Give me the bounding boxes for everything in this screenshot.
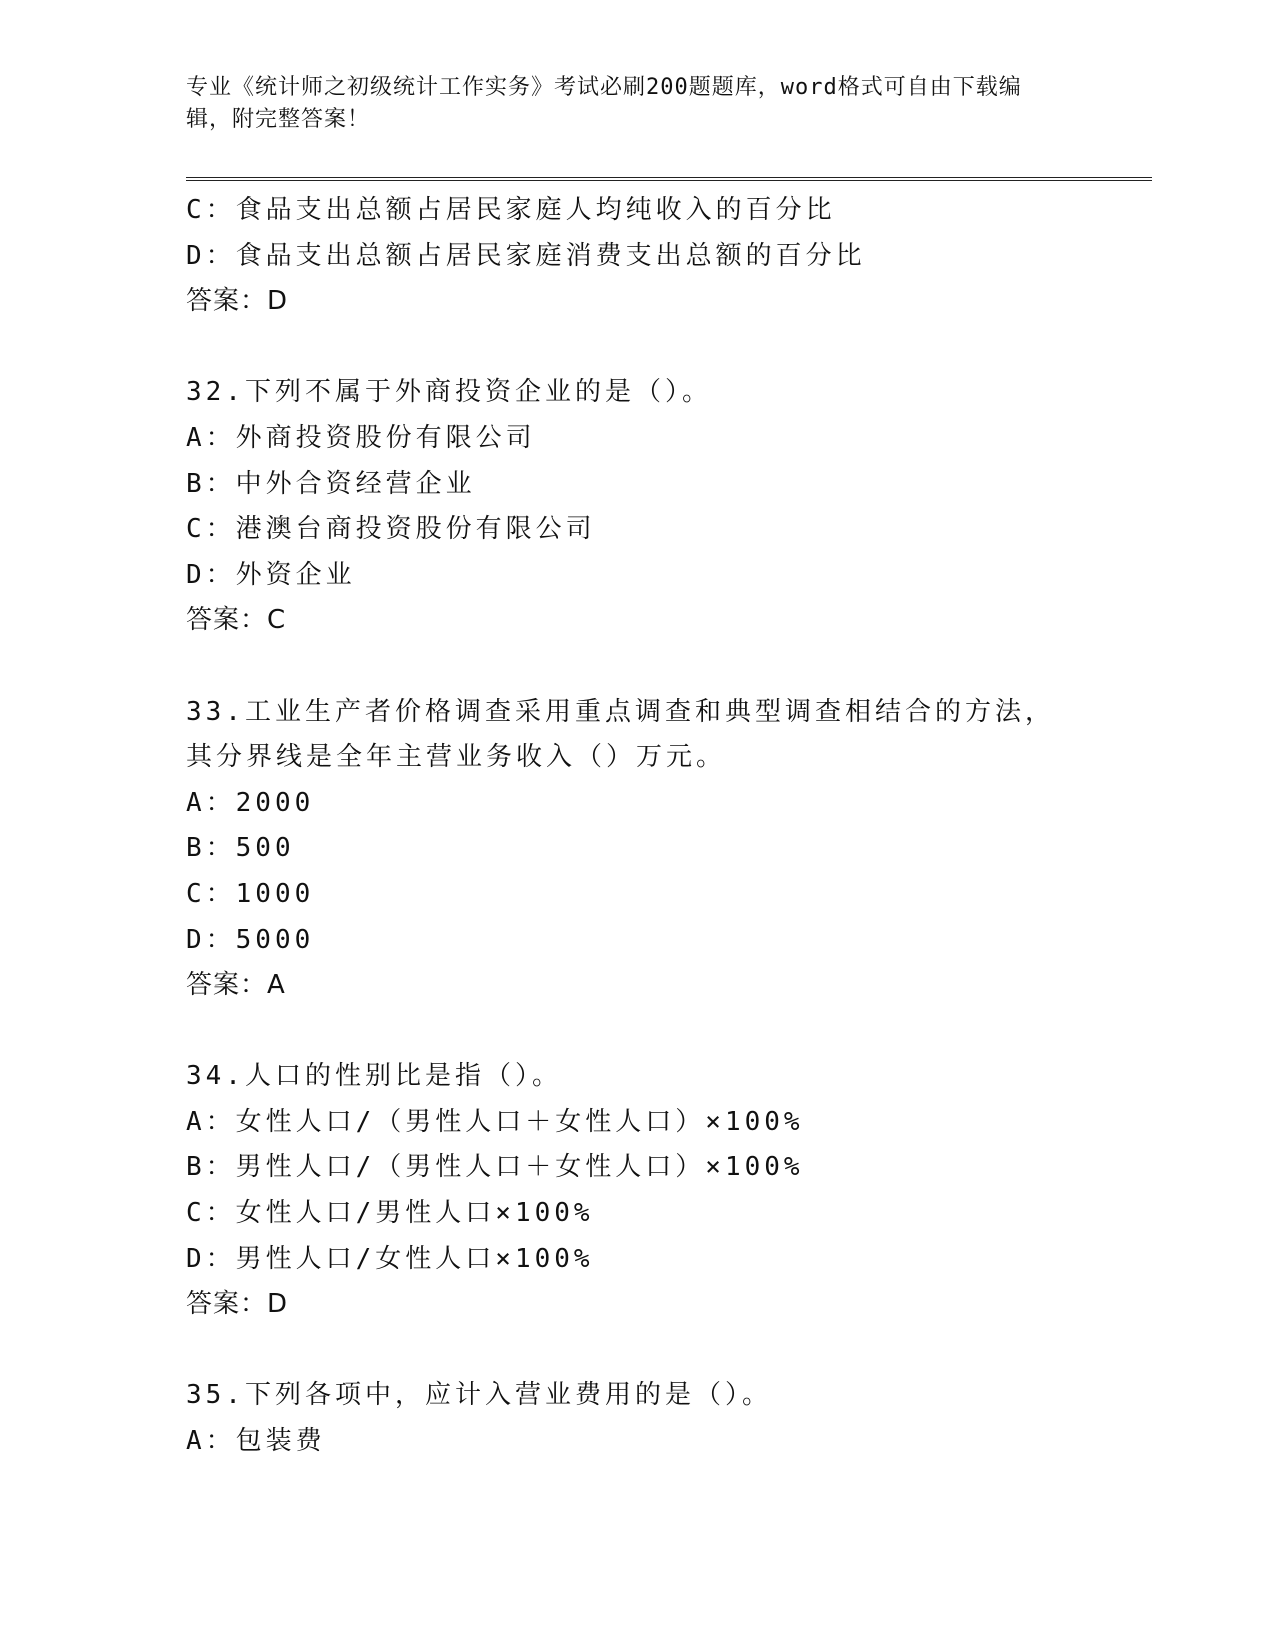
question-text: 35.下列各项中，应计入营业费用的是（）。 — [186, 1380, 772, 1411]
option-b: B：500 — [186, 833, 295, 864]
answer: 答案：D — [186, 286, 289, 317]
question-text: 32.下列不属于外商投资企业的是（）。 — [186, 377, 712, 408]
option-a: A：2000 — [186, 787, 315, 818]
option-c: C：食品支出总额占居民家庭人均纯收入的百分比 — [186, 195, 836, 225]
option-a: A：女性人口/（男性人口＋女性人口）×100% — [186, 1106, 804, 1137]
answer: 答案：A — [186, 970, 286, 1001]
option-d: D：5000 — [186, 924, 315, 955]
question-34 — [186, 1054, 1086, 1328]
option-d: D：食品支出总额占居民家庭消费支出总额的百分比 — [186, 240, 866, 271]
question-text: 34.人口的性别比是指（）。 — [186, 1061, 562, 1092]
page-header — [186, 72, 1066, 136]
question-33 — [186, 690, 1086, 1009]
option-d: D：外资企业 — [186, 559, 356, 590]
question-35 — [186, 1373, 1086, 1464]
option-d: D：男性人口/女性人口×100% — [186, 1243, 594, 1274]
option-c: C：港澳台商投资股份有限公司 — [186, 514, 596, 545]
document-body — [186, 188, 1086, 1465]
option-a: A：包装费 — [186, 1426, 326, 1457]
option-a: A：外商投资股份有限公司 — [186, 422, 536, 453]
answer: 答案：C — [186, 605, 287, 636]
option-c: C：女性人口/男性人口×100% — [186, 1198, 594, 1229]
answer: 答案：D — [186, 1289, 289, 1320]
option-c: C：1000 — [186, 878, 315, 909]
question-text: 33.工业生产者价格调查采用重点调查和典型调查相结合的方法，其分界线是全年主营业务收入（）万元。 — [186, 696, 1055, 773]
continued-question — [186, 188, 1086, 325]
header-divider — [186, 177, 1152, 181]
header-title: 专业《统计师之初级统计工作实务》考试必刷200题题库，word格式可自由下载编辑，附完整答案！ — [186, 75, 1022, 132]
option-b: B：男性人口/（男性人口＋女性人口）×100% — [186, 1152, 804, 1183]
question-32 — [186, 370, 1086, 644]
option-b: B：中外合资经营企业 — [186, 468, 476, 499]
